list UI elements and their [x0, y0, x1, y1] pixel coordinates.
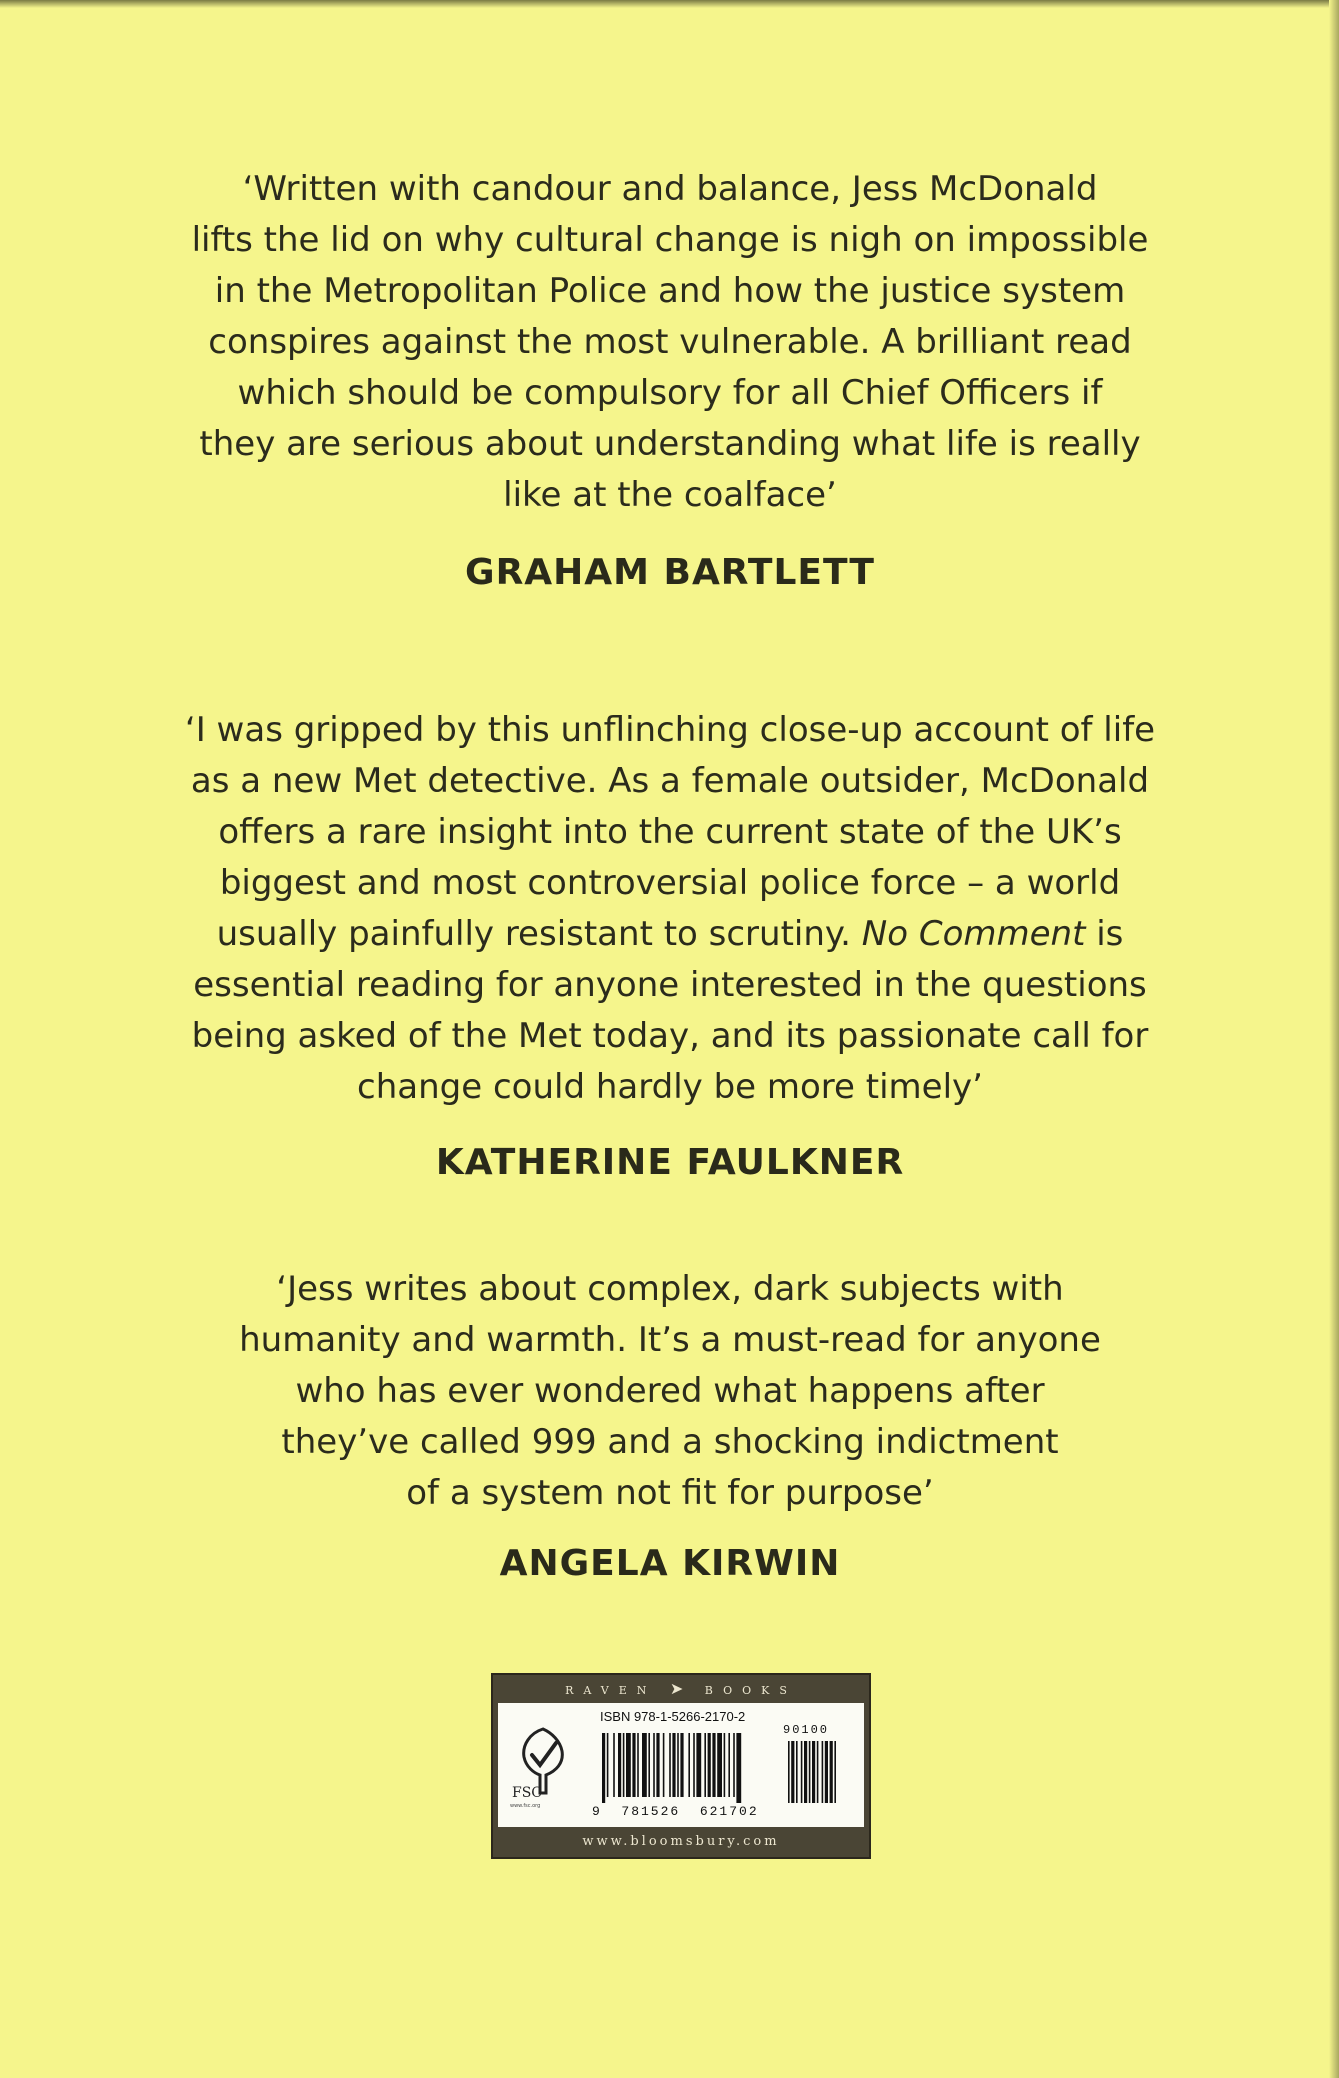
- quote-line: as a new Met detective. As a female outsider, McDonald: [190, 761, 1150, 801]
- quote-line: ‘Written with candour and balance, Jess McDonald: [242, 169, 1098, 209]
- quote-line: change could hardly be more timely’: [357, 1067, 983, 1107]
- addon-bar: [791, 1741, 794, 1803]
- addon-bar: [812, 1741, 815, 1803]
- publisher-website: www.bloomsbury.com: [582, 1834, 780, 1849]
- quote-line: usually painfully resistant to scrutiny. No Comment is: [216, 914, 1124, 954]
- attribution-graham-bartlett: GRAHAM BARTLETT: [465, 552, 875, 593]
- barcode-bar: [602, 1733, 605, 1803]
- quote-line: humanity and warmth. It’s a must-read for anyone: [239, 1320, 1101, 1360]
- quote-line: lifts the lid on why cultural change is nigh on impossible: [191, 220, 1149, 260]
- barcode-panel: [498, 1703, 864, 1827]
- quote-line: ‘I was gripped by this unflinching close-up account of life: [184, 710, 1156, 750]
- addon-bar: [796, 1741, 798, 1803]
- barcode-bar: [680, 1733, 683, 1797]
- barcode-bar: [696, 1733, 701, 1797]
- addon-bar: [830, 1741, 833, 1803]
- addon-bar: [825, 1741, 828, 1803]
- quote-graham-bartlett: [150, 164, 1190, 521]
- barcode-bar: [688, 1733, 690, 1797]
- barcode-bar: [704, 1733, 706, 1797]
- barcode-bar: [663, 1733, 665, 1797]
- barcode-block: [491, 1673, 871, 1859]
- addon-bar: [822, 1741, 824, 1803]
- quote-angela-kirwin: [150, 1264, 1190, 1519]
- barcode-bar: [708, 1733, 711, 1797]
- barcode-bar: [613, 1733, 615, 1797]
- barcode-bar: [648, 1733, 650, 1797]
- barcode-bar: [623, 1733, 625, 1797]
- barcode-bar: [637, 1733, 639, 1797]
- quote-line: conspires against the most vulnerable. A brilliant read: [208, 322, 1132, 362]
- barcode-bar: [712, 1733, 715, 1797]
- barcode-bar: [736, 1733, 741, 1803]
- quote-line: they are serious about understanding what life is really: [199, 424, 1141, 464]
- addon-bar: [804, 1741, 807, 1803]
- publisher-imprint: [493, 1675, 869, 1702]
- barcode-bars: [602, 1733, 852, 1803]
- quote-line: offers a rare insight into the current state of the UK’s: [218, 812, 1122, 852]
- quote-line: essential reading for anyone interested in the questions: [193, 965, 1147, 1005]
- barcode-bar: [653, 1733, 655, 1797]
- quote-line: in the Metropolitan Police and how the justice system: [214, 271, 1126, 311]
- quote-line: they’ve called 999 and a shocking indictment: [281, 1422, 1059, 1462]
- addon-bar: [817, 1741, 819, 1803]
- quote-line: of a system not fit for purpose’: [406, 1473, 934, 1513]
- quote-line: who has ever wondered what happens after: [295, 1371, 1045, 1411]
- barcode-bar: [677, 1733, 679, 1797]
- addon-bar: [788, 1741, 790, 1803]
- barcode-bar: [626, 1733, 631, 1797]
- addon-bar: [834, 1741, 836, 1803]
- barcode-bar: [642, 1733, 647, 1797]
- fsc-url: www.fsc.org: [510, 1803, 541, 1809]
- book-title-italic: No Comment: [861, 914, 1086, 954]
- attribution-angela-kirwin: ANGELA KIRWIN: [499, 1543, 841, 1584]
- price-code: 90100: [783, 1723, 830, 1737]
- barcode-bar: [693, 1733, 695, 1797]
- barcode-bar: [672, 1733, 675, 1797]
- barcode-bar: [728, 1733, 730, 1797]
- barcode-bar: [733, 1733, 735, 1797]
- raven-bird-icon: ➤: [669, 1679, 684, 1698]
- quote-line: like at the coalface’: [503, 475, 837, 515]
- barcode-digits: 9 781526 621702: [592, 1804, 759, 1819]
- barcode-bar: [607, 1733, 609, 1797]
- barcode-bar: [632, 1733, 635, 1797]
- addon-bar: [801, 1741, 803, 1803]
- barcode-bar: [618, 1733, 621, 1797]
- attribution-katherine-faulkner: KATHERINE FAULKNER: [435, 1142, 905, 1183]
- addon-bar: [809, 1741, 811, 1803]
- barcode-bar: [669, 1733, 671, 1797]
- barcode-bar: [717, 1733, 722, 1797]
- isbn-label: ISBN 978-1-5266-2170-2: [600, 1709, 746, 1724]
- quote-line: biggest and most controversial police force – a world: [219, 863, 1121, 903]
- imprint-left: RAVEN: [565, 1684, 657, 1697]
- imprint-right: BOOKS: [704, 1684, 797, 1697]
- quote-line: ‘Jess writes about complex, dark subjects with: [276, 1269, 1064, 1309]
- quote-line: which should be compulsory for all Chief Officers if: [237, 373, 1103, 413]
- barcode-bar: [656, 1733, 659, 1797]
- fsc-label: FSC: [512, 1785, 543, 1801]
- barcode-bar: [724, 1733, 726, 1797]
- quote-katherine-faulkner: [150, 705, 1190, 1113]
- quote-line: being asked of the Met today, and its passionate call for: [191, 1016, 1149, 1056]
